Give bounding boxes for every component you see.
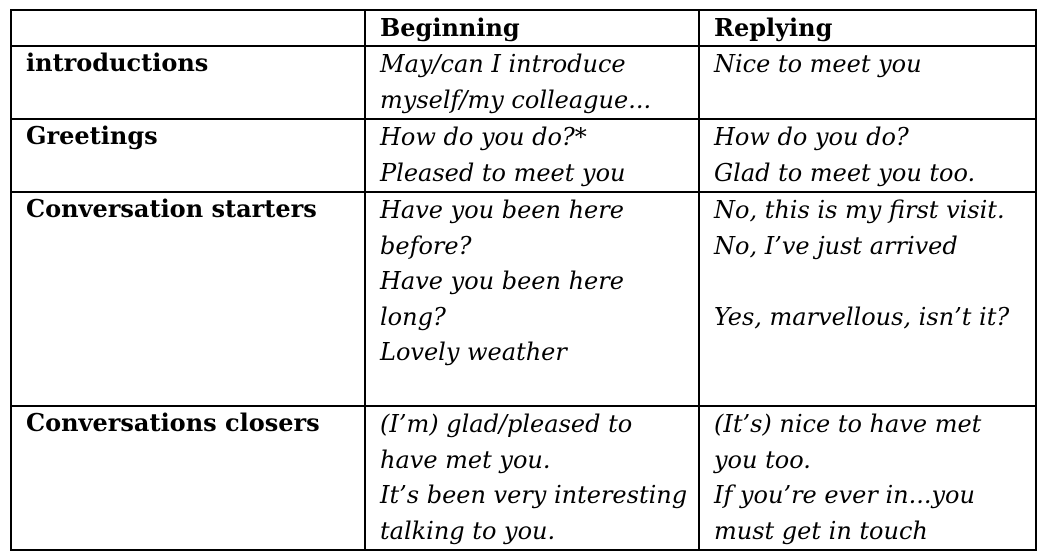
row-label: introductions bbox=[11, 46, 365, 119]
table-row-conversation-closers bbox=[11, 406, 1036, 550]
replying-cell bbox=[699, 192, 1036, 406]
header-row bbox=[11, 10, 1036, 46]
beginning-cell bbox=[365, 119, 699, 192]
beginning-cell bbox=[365, 192, 699, 406]
phrase-line: before? bbox=[380, 231, 472, 260]
phrase-line: (I’m) glad/pleased to bbox=[380, 410, 633, 438]
phrase-line: Yes, marvellous, isn’t it? bbox=[714, 302, 1010, 331]
phrase-line: have met you. bbox=[380, 445, 551, 474]
table-row-greetings bbox=[11, 119, 1036, 192]
replying-cell bbox=[699, 46, 1036, 119]
header-cell-replying: Replying bbox=[699, 10, 1036, 46]
phrase-line-blank bbox=[714, 264, 1031, 300]
header-cell-blank bbox=[11, 10, 365, 46]
phrase-line: No, I’ve just arrived bbox=[714, 231, 958, 260]
phrase-line: you too. bbox=[714, 445, 811, 474]
row-label: Conversation starters bbox=[11, 192, 365, 406]
phrase-line: talking to you. bbox=[380, 516, 556, 545]
row-label: Greetings bbox=[11, 119, 365, 192]
phrase-line: If you’re ever in...you bbox=[714, 481, 975, 509]
phrase-line: Have you been here bbox=[380, 267, 624, 295]
phrase-line: No, this is my first visit. bbox=[714, 196, 1005, 224]
replying-cell bbox=[699, 119, 1036, 192]
table-row-conversation-starters bbox=[11, 192, 1036, 406]
phrases-table bbox=[10, 9, 1037, 551]
beginning-cell bbox=[365, 406, 699, 550]
phrase-line: Lovely weather bbox=[380, 338, 567, 366]
phrase-line: long? bbox=[380, 302, 446, 331]
phrase-line: It’s been very interesting bbox=[380, 481, 688, 509]
table-row-introductions bbox=[11, 46, 1036, 119]
phrase-line: How do you do? bbox=[714, 123, 909, 151]
phrase-line: May/can I introduce bbox=[380, 50, 626, 78]
phrase-line: How do you do?* bbox=[380, 123, 587, 151]
phrase-line: (It’s) nice to have met bbox=[714, 410, 982, 438]
phrase-line: Have you been here bbox=[380, 196, 624, 224]
beginning-cell bbox=[365, 46, 699, 119]
phrase-line: Glad to meet you too. bbox=[714, 158, 976, 187]
row-label: Conversations closers bbox=[11, 406, 365, 550]
phrase-line: Pleased to meet you bbox=[380, 158, 626, 187]
replying-cell bbox=[699, 406, 1036, 550]
phrase-line: must get in touch bbox=[714, 516, 928, 545]
phrase-line: Nice to meet you bbox=[714, 50, 922, 78]
header-cell-beginning: Beginning bbox=[365, 10, 699, 46]
phrase-line: myself/my colleague... bbox=[380, 85, 652, 114]
